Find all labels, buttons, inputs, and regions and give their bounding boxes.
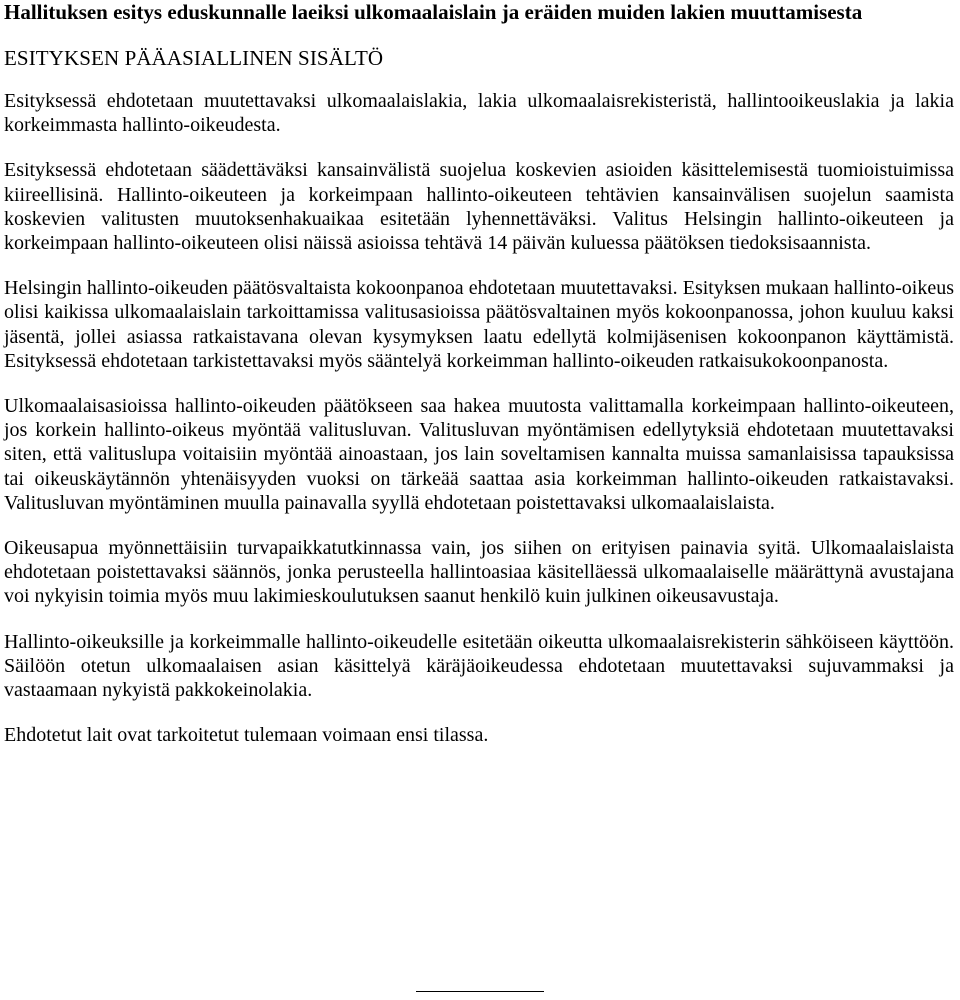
paragraph-7: Ehdotetut lait ovat tarkoitetut tulemaan voimaan ensi tilassa. bbox=[4, 724, 489, 747]
document-title: Hallituksen esitys eduskunnalle laeiksi ulkomaalaislain ja eräiden muiden lakien muuttamisesta bbox=[4, 0, 863, 24]
paragraph-2: Esityksessä ehdotetaan säädettäväksi kansainvälistä suojelua koskevien asioiden käsittelemisestä tuomioistuimissa kiireellisinä. Hallinto-oikeuteen ja korkeimpaan hallinto-oikeuteen tehtävien kansainvälisen suojelun saamista koskevien valitusten muutoksenhakuaikaa esitetään lyhennettäväksi. Valitus Helsingin hallinto-oikeuteen ja korkeimpaan hallinto-oikeuteen olisi näissä asioissa tehtävä 14 päivän kuluessa päätöksen tiedoksisaannista. bbox=[4, 159, 954, 255]
paragraph-4: Ulkomaalaisasioissa hallinto-oikeuden päätökseen saa hakea muutosta valittamalla korkeimpaan hallinto-oikeuteen, jos korkein hallinto-oikeus myöntää valitusluvan. Valitusluvan myöntämisen edellytyksiä ehdotetaan muutettavaksi siten, että valituslupa voitaisiin myöntää ainoastaan, jos lain soveltamisen kannalta muissa samanlaisissa tapauksissa tai oikeuskäytännön yhtenäisyyden vuoksi on tärkeää saattaa asia korkeimman hallinto-oikeuden ratkaistavaksi. Valitusluvan myöntäminen muulla painavalla syyllä ehdotetaan poistettavaksi ulkomaalaislaista. bbox=[4, 395, 954, 514]
paragraph-3: Helsingin hallinto-oikeuden päätösvaltaista kokoonpanoa ehdotetaan muutettavaksi. Esityksen mukaan hallinto-oikeus olisi kaikissa ulkomaalaislain tarkoittamissa valitusasioissa päätösvaltainen myös kokoonpanossa, johon kuuluu kaksi jäsentä, jollei asiassa ratkaistavana olevan kysymyksen laatu edellytä kolmijäsenisen kokoonpanon käyttämistä. Esityksessä ehdotetaan tarkistettavaksi myös sääntelyä korkeimman hallinto-oikeuden ratkaisukokoonpanosta. bbox=[4, 277, 954, 372]
paragraph-5: Oikeusapua myönnettäisiin turvapaikkatutkinnassa vain, jos siihen on erityisen painavia syitä. Ulkomaalaislaista ehdotetaan poistettavaksi säännös, jonka perusteella hallintoasiaa käsitelläessä ulkomaalaiselle määrättynä avustajana voi nykyisin toimia myös muu lakimieskoulutuksen saanut henkilö kuin julkinen oikeusavustaja. bbox=[4, 537, 954, 608]
section-heading: ESITYKSEN PÄÄASIALLINEN SISÄLTÖ bbox=[4, 46, 384, 70]
end-of-section-rule bbox=[416, 991, 544, 992]
paragraph-6: Hallinto-oikeuksille ja korkeimmalle hallinto-oikeudelle esitetään oikeutta ulkomaalaisrekisterin sähköiseen käyttöön. Säilöön otetun ulkomaalaisen asian käsittelyä käräjäoikeudessa ehdotetaan muutettavaksi sujuvammaksi ja vastaamaan nykyistä pakkokeinolakia. bbox=[4, 630, 954, 702]
paragraph-1: Esityksessä ehdotetaan muutettavaksi ulkomaalaislakia, lakia ulkomaalaisrekisteristä, hallintooikeuslakia ja lakia korkeimmasta hallinto-oikeudesta. bbox=[4, 90, 954, 137]
document-page bbox=[4, 0, 954, 747]
